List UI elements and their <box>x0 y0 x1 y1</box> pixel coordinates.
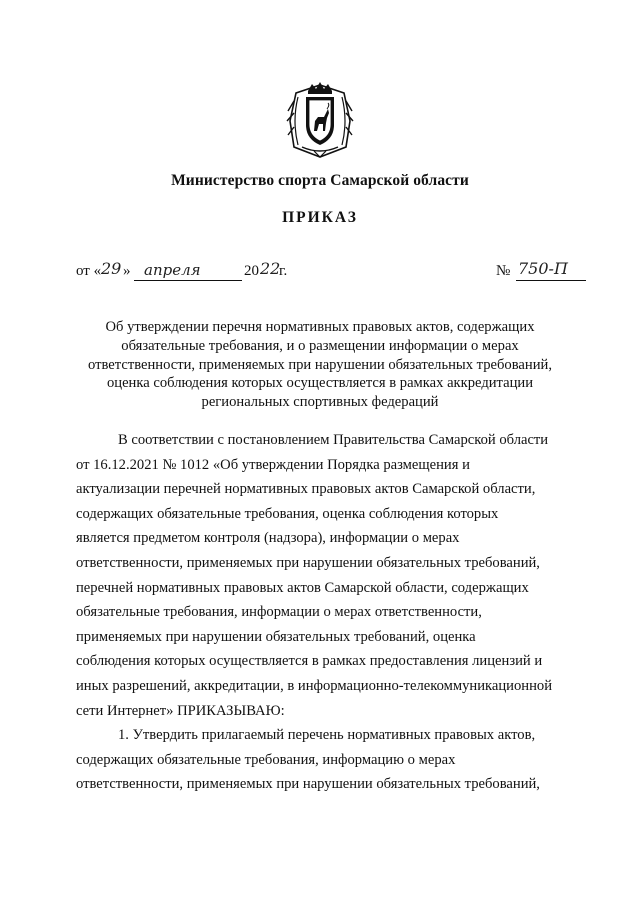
coat-of-arms-icon <box>284 81 356 159</box>
date-year-suffix: 22 <box>260 259 281 278</box>
subject-line: ответственности, применяемых при нарушении обязательных требований, <box>88 356 552 373</box>
body-line: ответственности, применяемых при нарушении обязательных требований, <box>76 554 540 571</box>
document-number: 750-П <box>518 259 568 278</box>
body-line: обязательные требования, информации о мерах ответственности, <box>76 604 482 621</box>
date-day: 29 <box>101 259 122 278</box>
body-line: применяемых при нарушении обязательных требований, оценка <box>76 628 476 645</box>
body-line: ответственности, применяемых при нарушении обязательных требований, <box>76 776 540 793</box>
subject-line: Об утверждении перечня нормативных правовых актов, содержащих <box>105 319 535 335</box>
body-line: В соответствии с постановлением Правительства Самарской области <box>118 432 549 448</box>
subject-line: оценка соблюдения которых осуществляется в рамках аккредитации <box>106 375 534 392</box>
body-line: от 16.12.2021 № 1012 «Об утверждении Порядка размещения и <box>76 456 470 473</box>
body-line: сети Интернет» ПРИКАЗЫВАЮ: <box>76 702 285 719</box>
subject-line: обязательные требования, и о размещении информации о мерах <box>121 337 519 354</box>
body-line: содержащих обязательные требования, оценка соблюдения которых <box>76 505 499 522</box>
body-line: иных разрешений, аккредитации, в информационно-телекоммуникационной <box>76 677 553 694</box>
subject-line: региональных спортивных федераций <box>201 394 439 411</box>
date-year-prefix: 20 <box>244 263 259 279</box>
body-line: содержащих обязательные требования, информацию о мерах <box>76 751 456 768</box>
order-body <box>76 428 562 797</box>
body-line: актуализации перечней нормативных правовых актов Самарской области, <box>76 481 536 498</box>
ministry-title: Министерство спорта Самарской области <box>171 172 469 189</box>
body-line: соблюдения которых осуществляется в рамках предоставления лицензий и <box>76 653 543 670</box>
date-prefix: от « <box>76 263 102 279</box>
body-line: является предметом контроля (надзора), информации о мерах <box>76 530 460 547</box>
month-underline <box>134 280 242 281</box>
body-line: 1. Утвердить прилагаемый перечень нормативных правовых актов, <box>118 727 536 744</box>
document-type-title: ПРИКАЗ <box>282 209 358 226</box>
date-month: апреля <box>144 261 201 279</box>
number-underline <box>516 280 586 281</box>
body-line: перечней нормативных правовых актов Самарской области, содержащих <box>76 579 529 596</box>
order-subject <box>60 318 580 412</box>
number-label: № <box>496 263 511 279</box>
date-year-end: г. <box>279 263 288 279</box>
date-number-line <box>76 257 606 281</box>
date-day-close: » <box>123 263 131 279</box>
